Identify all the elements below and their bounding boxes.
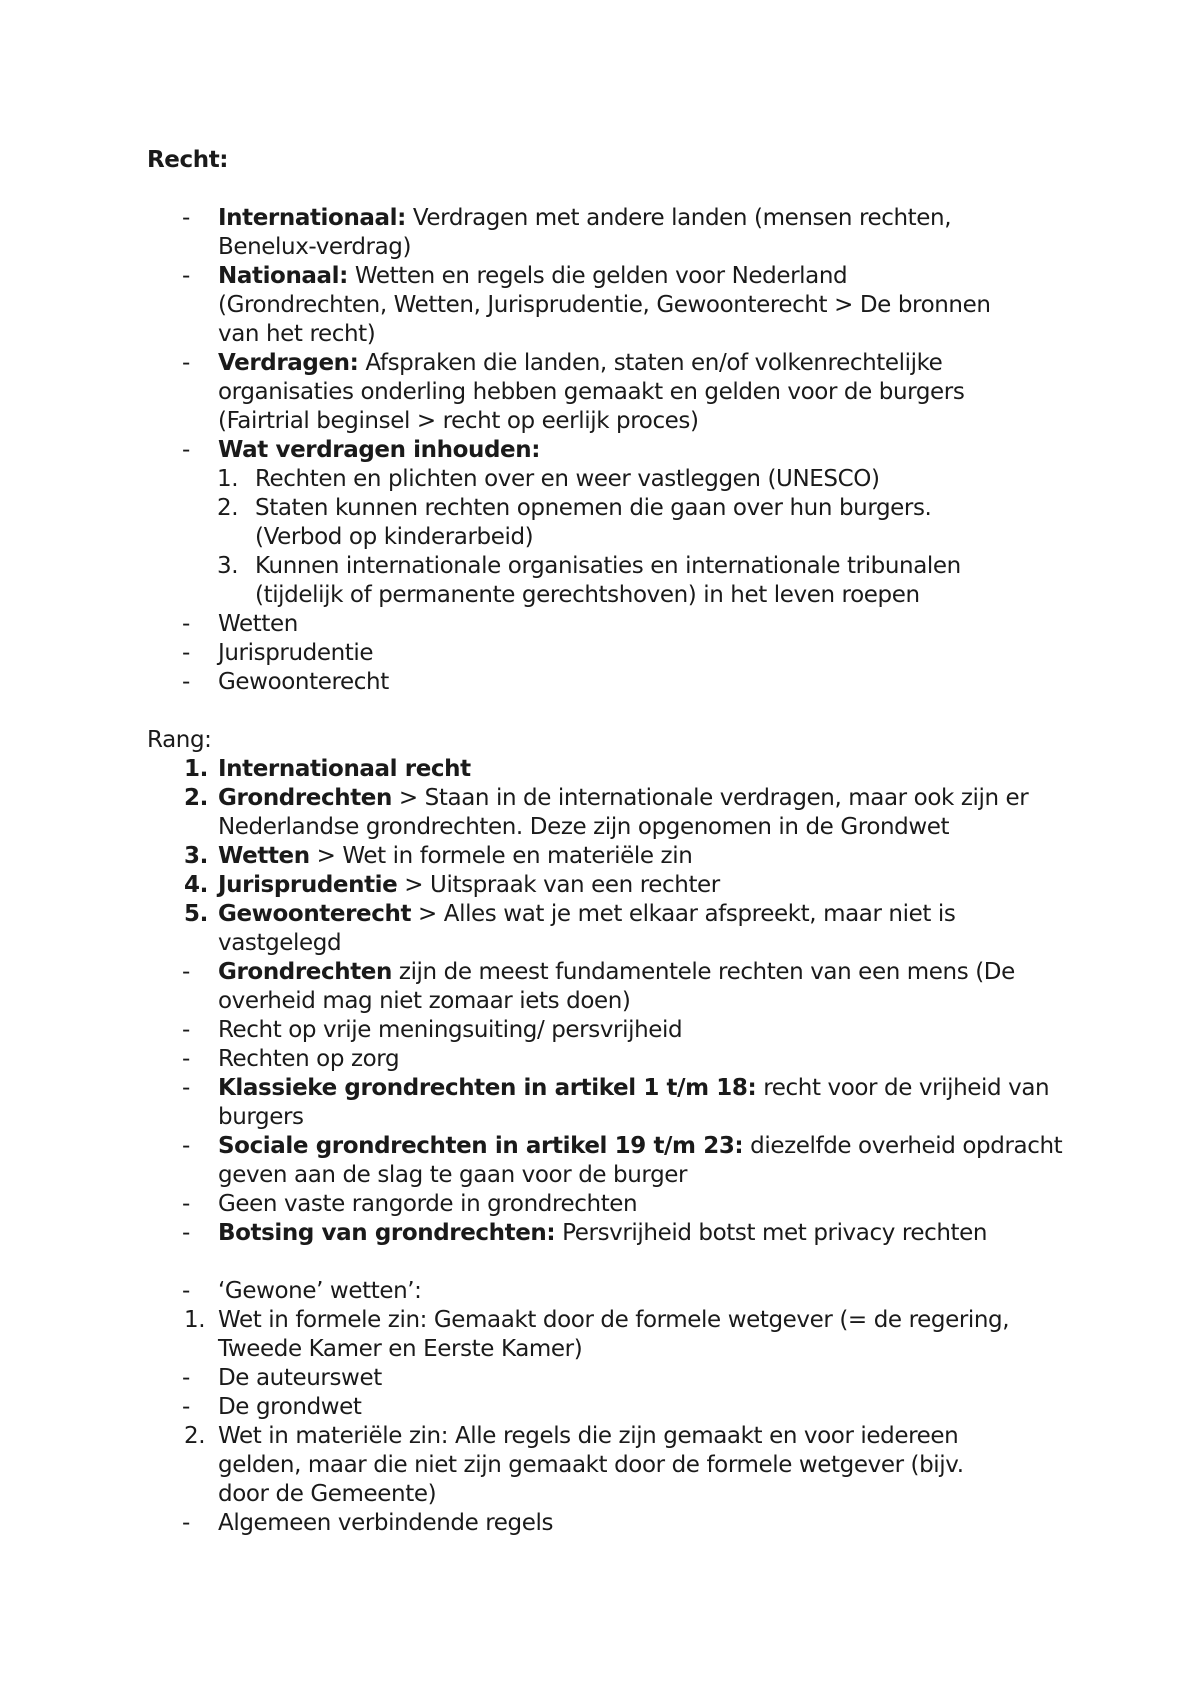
rang-line — [147, 1132, 1067, 1161]
rang-line — [147, 1074, 1067, 1103]
spacer — [147, 697, 1067, 726]
list-item-text: Botsing van grondrechten: Persvrijheid botst met privacy rechten — [218, 1220, 988, 1246]
bullet-dash: - — [182, 350, 190, 376]
list-item-continuation: gelden, maar die niet zijn gemaakt door de formele wetgever (bijv. — [218, 1452, 964, 1478]
bullet-dash: - — [182, 1191, 190, 1217]
list-item-continuation: geven aan de slag te gaan voor de burger — [218, 1162, 688, 1188]
list-item-text: Wet in formele zin: Gemaakt door de formele wetgever (= de regering, — [218, 1307, 1010, 1333]
bullet-dash: - — [182, 1046, 190, 1072]
list-item-continuation: organisaties onderling hebben gemaakt en gelden voor de burgers — [218, 379, 965, 405]
spacer — [147, 175, 1067, 204]
rang-heading: Rang: — [147, 727, 212, 753]
wetten-line — [147, 1364, 1067, 1393]
bold-term: Internationaal recht — [218, 756, 471, 782]
list-number: 5. — [184, 901, 208, 927]
rang-line — [147, 1045, 1067, 1074]
recht-line — [147, 494, 1067, 523]
list-item-text: Verdragen: Afspraken die landen, staten en/of volkenrechtelijke — [218, 350, 943, 376]
list-item-text: Gewoonterecht > Alles wat je met elkaar afspreekt, maar niet is — [218, 901, 956, 927]
document-content — [147, 146, 1067, 1538]
recht-line — [147, 668, 1067, 697]
bold-term: Klassieke grondrechten in artikel 1 t/m 18: — [218, 1075, 757, 1101]
bold-term: Internationaal: — [218, 205, 406, 231]
rang-line — [147, 1161, 1067, 1190]
rang-line — [147, 1016, 1067, 1045]
list-number: 3. — [184, 843, 208, 869]
list-item-continuation: vastgelegd — [218, 930, 342, 956]
rang-line — [147, 784, 1067, 813]
wetten-line — [147, 1393, 1067, 1422]
list-item-text — [218, 755, 471, 784]
recht-line — [147, 204, 1067, 233]
recht-line — [147, 639, 1067, 668]
list-item-text: Grondrechten > Staan in de internationale verdragen, maar ook zijn er — [218, 785, 1029, 811]
list-number: 1. — [184, 756, 208, 782]
sub-list-number: 2. — [217, 495, 239, 521]
list-item-text: Jurisprudentie — [218, 640, 374, 666]
rang-line — [147, 842, 1067, 871]
list-item-text: Gewoonterecht — [218, 669, 389, 695]
list-number: 1. — [184, 1307, 206, 1333]
wetten-line — [147, 1335, 1067, 1364]
list-item-text — [218, 436, 540, 465]
list-item-text: Wetten > Wet in formele en materiële zin — [218, 843, 693, 869]
rang-list — [147, 755, 1067, 1248]
bullet-dash: - — [182, 669, 190, 695]
rang-line — [147, 871, 1067, 900]
rang-line — [147, 900, 1067, 929]
sub-list-item-text: Rechten en plichten over en weer vastleggen (UNESCO) — [255, 466, 880, 492]
wetten-line — [147, 1451, 1067, 1480]
recht-line — [147, 233, 1067, 262]
recht-line — [147, 581, 1067, 610]
bold-term: Grondrechten — [218, 959, 392, 985]
list-item-continuation: Nederlandse grondrechten. Deze zijn opgenomen in de Grondwet — [218, 814, 950, 840]
rang-line — [147, 755, 1067, 784]
wetten-list — [147, 1277, 1067, 1538]
list-item-text: Sociale grondrechten in artikel 19 t/m 23: diezelfde overheid opdracht — [218, 1133, 1063, 1159]
bullet-dash: - — [182, 1394, 190, 1420]
list-item-text: Internationaal: Verdragen met andere landen (mensen rechten, — [218, 205, 952, 231]
recht-line — [147, 320, 1067, 349]
rang-line — [147, 958, 1067, 987]
recht-line — [147, 378, 1067, 407]
list-item-text: ‘Gewone’ wetten’: — [218, 1278, 422, 1304]
recht-line — [147, 552, 1067, 581]
wetten-line — [147, 1277, 1067, 1306]
recht-list — [147, 204, 1067, 697]
list-item-continuation: Benelux-verdrag) — [218, 234, 412, 260]
list-item-continuation: burgers — [218, 1104, 304, 1130]
sub-list-number: 3. — [217, 553, 239, 579]
recht-line — [147, 465, 1067, 494]
bold-term: Gewoonterecht — [218, 901, 412, 927]
rang-line — [147, 1190, 1067, 1219]
bold-term: Grondrechten — [218, 785, 392, 811]
list-number: 2. — [184, 1423, 206, 1449]
sub-list-continuation: (Verbod op kinderarbeid) — [255, 524, 534, 550]
bold-term: Sociale grondrechten in artikel 19 t/m 23: — [218, 1133, 744, 1159]
list-item-continuation: van het recht) — [218, 321, 376, 347]
list-item-text: Geen vaste rangorde in grondrechten — [218, 1191, 638, 1217]
list-number: 2. — [184, 785, 208, 811]
bullet-dash: - — [182, 959, 190, 985]
list-item-continuation: door de Gemeente) — [218, 1481, 437, 1507]
list-item-continuation: Tweede Kamer en Eerste Kamer) — [218, 1336, 583, 1362]
rang-line — [147, 987, 1067, 1016]
sub-list-item-text: Kunnen internationale organisaties en internationale tribunalen — [255, 553, 961, 579]
list-item-continuation: overheid mag niet zomaar iets doen) — [218, 988, 631, 1014]
list-item-text: Jurisprudentie > Uitspraak van een rechter — [218, 872, 720, 898]
sub-list-continuation: (tijdelijk of permanente gerechtshoven) in het leven roepen — [255, 582, 920, 608]
rang-line — [147, 1219, 1067, 1248]
list-item-text: Klassieke grondrechten in artikel 1 t/m 18: recht voor de vrijheid van — [218, 1075, 1050, 1101]
bold-term: Wat verdragen inhouden: — [218, 437, 541, 463]
list-item-continuation: (Grondrechten, Wetten, Jurisprudentie, Gewoonterecht > De bronnen — [218, 292, 991, 318]
bold-term: Wetten — [218, 843, 310, 869]
rang-line — [147, 929, 1067, 958]
sub-list-number: 1. — [217, 466, 239, 492]
spacer — [147, 1248, 1067, 1277]
bullet-dash: - — [182, 437, 190, 463]
bullet-dash: - — [182, 1133, 190, 1159]
sub-list-item-text: Staten kunnen rechten opnemen die gaan over hun burgers. — [255, 495, 932, 521]
list-item-text: De grondwet — [218, 1394, 362, 1420]
list-item-text: Rechten op zorg — [218, 1046, 400, 1072]
rang-line — [147, 1103, 1067, 1132]
bold-term: Verdragen: — [218, 350, 359, 376]
bullet-dash: - — [182, 1365, 190, 1391]
list-item-continuation: (Fairtrial beginsel > recht op eerlijk proces) — [218, 408, 699, 434]
list-number: 4. — [184, 872, 208, 898]
bold-term: Nationaal: — [218, 263, 348, 289]
bold-term: Botsing van grondrechten: — [218, 1220, 556, 1246]
bullet-dash: - — [182, 1510, 190, 1536]
list-item-text: Wetten — [218, 611, 298, 637]
list-item-text: De auteurswet — [218, 1365, 382, 1391]
bullet-dash: - — [182, 1278, 190, 1304]
recht-line — [147, 436, 1067, 465]
recht-line — [147, 262, 1067, 291]
recht-line — [147, 291, 1067, 320]
recht-line — [147, 407, 1067, 436]
bullet-dash: - — [182, 611, 190, 637]
bold-term: Jurisprudentie — [218, 872, 398, 898]
wetten-line — [147, 1480, 1067, 1509]
bullet-dash: - — [182, 263, 190, 289]
bullet-dash: - — [182, 1075, 190, 1101]
recht-heading: Recht: — [147, 147, 229, 173]
wetten-line — [147, 1509, 1067, 1538]
recht-line — [147, 523, 1067, 552]
list-item-text: Algemeen verbindende regels — [218, 1510, 554, 1536]
wetten-line — [147, 1306, 1067, 1335]
list-item-text: Wet in materiële zin: Alle regels die zijn gemaakt en voor iedereen — [218, 1423, 959, 1449]
list-item-text: Grondrechten zijn de meest fundamentele rechten van een mens (De — [218, 959, 1015, 985]
list-item-text: Recht op vrije meningsuiting/ persvrijheid — [218, 1017, 683, 1043]
recht-line — [147, 610, 1067, 639]
bullet-dash: - — [182, 1017, 190, 1043]
bullet-dash: - — [182, 1220, 190, 1246]
recht-line — [147, 349, 1067, 378]
wetten-line — [147, 1422, 1067, 1451]
list-item-text: Nationaal: Wetten en regels die gelden voor Nederland — [218, 263, 848, 289]
rang-line — [147, 813, 1067, 842]
bullet-dash: - — [182, 640, 190, 666]
bullet-dash: - — [182, 205, 190, 231]
